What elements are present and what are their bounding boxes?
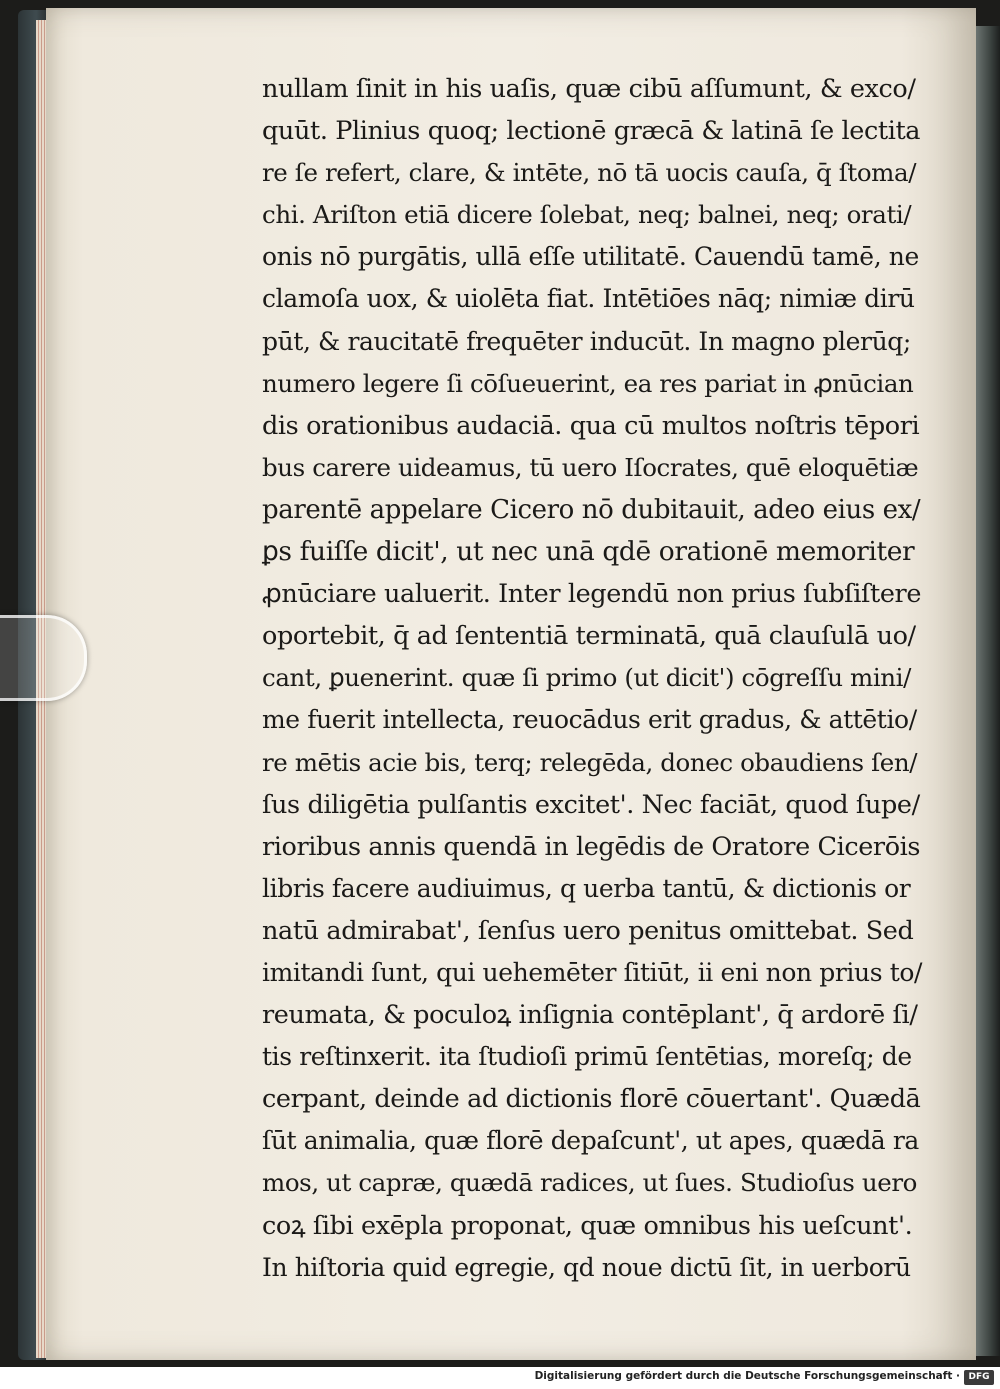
text-line: numero legere ſi cōſueuerint, ea res pariat in ꝓnūcian [262,368,914,398]
text-line: pūt, & raucitatē frequēter inducūt. In magno plerūq; [262,326,911,356]
text-line: dis orationibus audaciā. qua cū multos noſtris tēpori [262,410,920,441]
text-line: imitandi ſunt, qui uehemēter ſitiūt, ii eni non prius to/ [262,957,923,987]
text-line: libris facere audiuimus, q uerba tantū, & dictionis or [262,873,911,903]
text-line: re ſe refert, clare, & intēte, nō tā uocis cauſa, q̄ ſtoma/ [262,158,917,188]
text-line: reumata, & poculoꝝ inſignia contēplant', q̄ ardorē ſi/ [262,1000,918,1031]
text-line: clamoſa uox, & uiolēta fiat. Intētiōes nāq; nimiæ dirū [262,284,915,314]
facing-page-edge [976,26,1000,1356]
text-line: tis reſtinxerit. ita ſtudioſi primū ſentētias, moreſq; de [262,1042,912,1072]
funding-credit: Digitalisierung gefördert durch die Deutsche Forschungsgemeinschaft · [534,1370,960,1382]
digitization-footer [0,1367,1000,1389]
text-line: parentē appelare Cicero nō dubitauit, adeo eius ex/ [262,494,921,525]
text-line: me fuerit intellecta, reuocādus erit gradus, & attētio/ [262,705,917,735]
text-line: ſūt animalia, quæ florē depaſcunt', ut apes, quædā ra [262,1126,919,1156]
text-line: re mētis acie bis, terq; relegēda, donec obaudiens ſen/ [262,747,918,777]
text-line: rioribus annis quendā in legēdis de Oratore Cicerōis [262,831,921,862]
text-line: quūt. Plinius quoq; lectionē græcā & latinā ſe lectita [262,116,921,147]
text-line: nullam ſinit in his uaſis, quæ cibū aſſumunt, & exco/ [262,74,916,104]
text-line: chi. Ariſton etiā dicere ſolebat, neq; balnei, neq; orati/ [262,200,912,230]
text-line: ſus diligētia pulſantis excitet'. Nec faciāt, quod ſupe/ [262,789,920,820]
text-line: onis nō purgātis, ullā eſſe utilitatē. Cauendū tamē, ne [262,242,919,272]
text-line: oportebit, q̄ ad ſententiā terminatā, quā clauſulā uo/ [262,621,916,652]
text-line: In hiſtoria quid egregie, qd noue dictū ſit, in uerborū [262,1252,911,1282]
text-line: mos, ut capræ, quædā radices, ut ſues. Studioſus uero [262,1168,917,1198]
text-line: coꝝ ſibi exēpla proponat, quæ omnibus his ueſcunt'. [262,1210,913,1241]
text-line: bus carere uideamus, tū uero Iſocrates, quē eloquētiæ [262,452,919,482]
page-clip [0,615,87,701]
text-line: cant, ꝑuenerint. quæ ſi primo (ut dicit') cōgreſſu mini/ [262,663,911,693]
text-line: cerpant, deinde ad dictionis florē cōuertant'. Quædā [262,1084,921,1115]
dfg-logo: DFG [964,1370,994,1385]
text-line: ꝓnūciare ualuerit. Inter legendū non prius ſubſiſtere [262,579,922,610]
page-text [262,68,922,1289]
text-line: ꝑs fuiſſe dicit', ut nec unā qdē orationē memoriter [262,536,915,568]
text-line: natū admirabat', ſenſus uero penitus omittebat. Sed [262,915,914,946]
